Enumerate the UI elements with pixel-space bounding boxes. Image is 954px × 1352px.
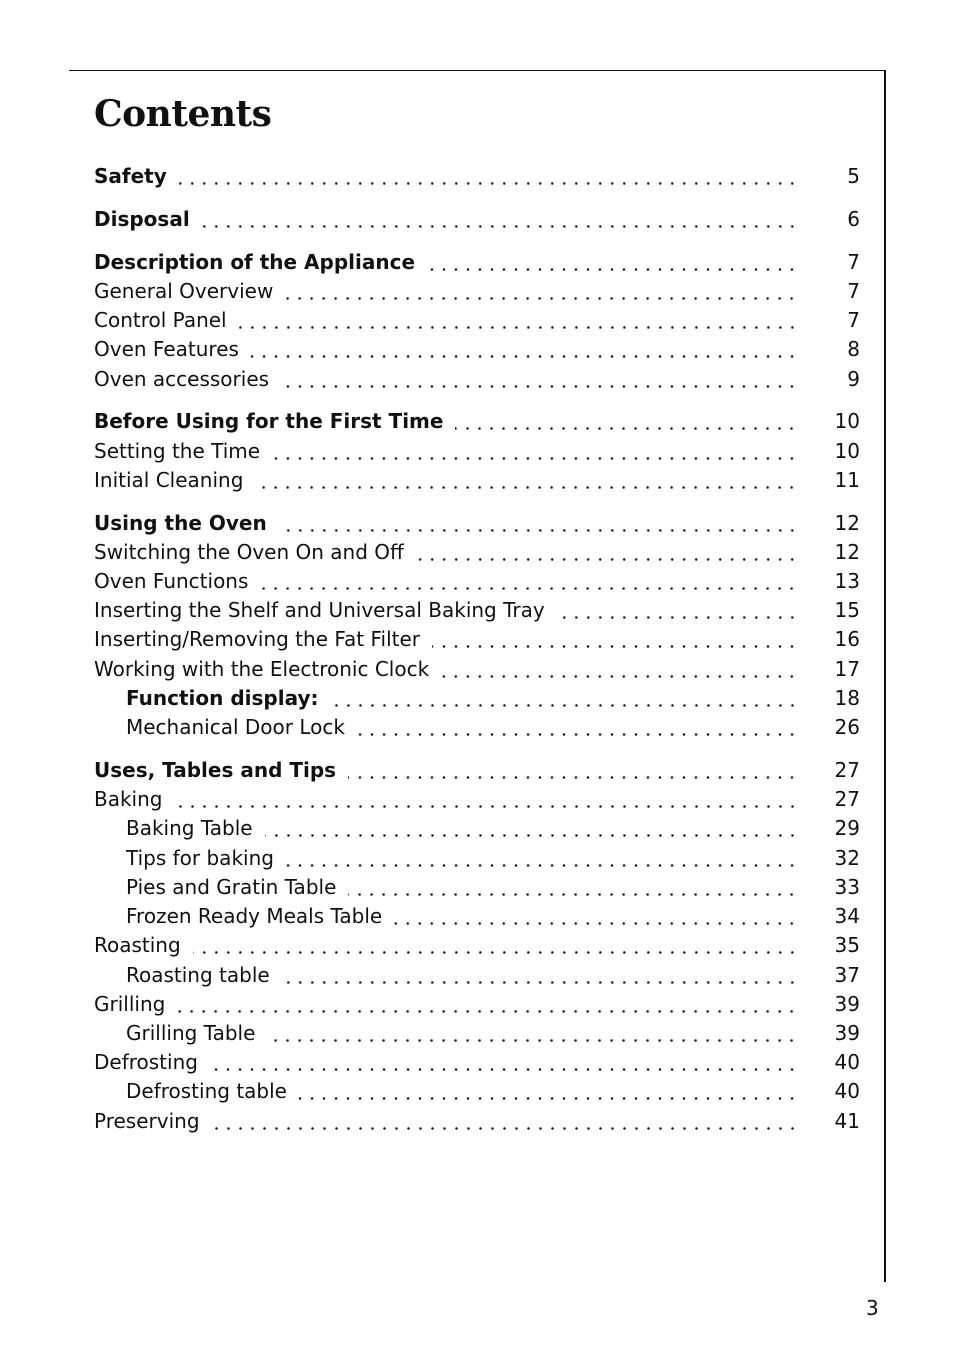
toc-entry-page: 40 <box>834 1050 860 1074</box>
toc-entry-label: Oven Features <box>94 337 239 361</box>
toc-entry[interactable] <box>94 277 860 305</box>
toc-entry-page: 37 <box>834 963 860 987</box>
toc-entry-label: Tips for baking <box>126 846 274 870</box>
toc-entry-label: Pies and Gratin Table <box>126 875 337 899</box>
toc-entry[interactable] <box>94 785 860 813</box>
toc-dot-leader <box>279 529 798 532</box>
toc-dot-leader <box>193 951 798 954</box>
toc-entry[interactable] <box>126 873 860 901</box>
toc-entry-label: Grilling <box>94 992 166 1016</box>
toc-dot-leader <box>441 675 798 678</box>
toc-entry-label: Safety <box>94 164 167 188</box>
toc-dot-leader <box>394 922 798 925</box>
page-title: Contents <box>94 93 272 135</box>
toc-entry-page: 7 <box>847 279 860 303</box>
toc-entry-label: Switching the Oven On and Off <box>94 540 404 564</box>
toc-dot-leader <box>348 776 798 779</box>
toc-entry-page: 9 <box>847 367 860 391</box>
toc-entry-label: Roasting table <box>126 963 270 987</box>
toc-dot-leader <box>260 587 798 590</box>
toc-entry[interactable] <box>94 1048 860 1076</box>
toc-dot-leader <box>210 1068 798 1071</box>
toc-entry-label: Mechanical Door Lock <box>126 715 345 739</box>
toc-dot-leader <box>202 225 798 228</box>
toc-entry-label: Oven accessories <box>94 367 270 391</box>
toc-entry-page: 11 <box>834 468 860 492</box>
toc-entry[interactable] <box>94 437 860 465</box>
toc-entry-label: Roasting <box>94 933 181 957</box>
toc-entry-label: Control Panel <box>94 308 227 332</box>
toc-entry-page: 35 <box>834 933 860 957</box>
toc-dot-leader <box>239 326 798 329</box>
toc-entry-page: 8 <box>847 337 860 361</box>
toc-dot-leader <box>427 268 798 271</box>
toc-entry[interactable] <box>94 931 860 959</box>
toc-dot-leader <box>177 1010 798 1013</box>
toc-dot-leader <box>282 981 798 984</box>
toc-entry[interactable] <box>126 961 860 989</box>
toc-entry[interactable] <box>94 466 860 494</box>
toc-entry-page: 39 <box>834 1021 860 1045</box>
toc-entry[interactable] <box>94 306 860 334</box>
toc-entry-label: Before Using for the First Time <box>94 409 444 433</box>
toc-dot-leader <box>348 893 798 896</box>
toc-entry[interactable] <box>94 596 860 624</box>
toc-entry[interactable] <box>94 162 860 190</box>
toc-dot-leader <box>179 182 798 185</box>
toc-entry-page: 7 <box>847 308 860 332</box>
toc-entry[interactable] <box>94 365 860 393</box>
toc-entry-label: Working with the Electronic Clock <box>94 657 430 681</box>
toc-entry-label: Initial Cleaning <box>94 468 244 492</box>
toc-dot-leader <box>331 704 798 707</box>
toc-entry-page: 7 <box>847 250 860 274</box>
toc-entry-label: Defrosting <box>94 1050 198 1074</box>
toc-dot-leader <box>455 427 798 430</box>
toc-entry-label: Uses, Tables and Tips <box>94 758 337 782</box>
toc-entry-page: 39 <box>834 992 860 1016</box>
page-number: 3 <box>866 1296 879 1320</box>
toc-entry-label: Grilling Table <box>126 1021 256 1045</box>
toc-entry-page: 27 <box>834 787 860 811</box>
toc-entry-label: Disposal <box>94 207 190 231</box>
toc-entry-page: 17 <box>834 657 860 681</box>
toc-entry-page: 10 <box>834 439 860 463</box>
toc-dot-leader <box>416 558 798 561</box>
toc-entry[interactable] <box>126 1019 860 1047</box>
toc-entry-label: Preserving <box>94 1109 200 1133</box>
toc-entry[interactable] <box>94 756 860 784</box>
toc-dot-leader <box>357 733 798 736</box>
toc-entry-page: 27 <box>834 758 860 782</box>
toc-entry[interactable] <box>126 1077 860 1105</box>
top-rule <box>69 70 885 71</box>
toc-dot-leader <box>267 1039 798 1042</box>
toc-dot-leader <box>251 355 798 358</box>
toc-entry-page: 13 <box>834 569 860 593</box>
toc-entry[interactable] <box>126 902 860 930</box>
toc-entry-page: 26 <box>834 715 860 739</box>
toc-dot-leader <box>557 616 798 619</box>
toc-entry[interactable] <box>94 248 860 276</box>
toc-entry[interactable] <box>94 990 860 1018</box>
toc-entry-page: 12 <box>834 540 860 564</box>
toc-entry[interactable] <box>94 655 860 683</box>
toc-entry-page: 29 <box>834 816 860 840</box>
toc-entry[interactable] <box>94 538 860 566</box>
toc-entry[interactable] <box>94 509 860 537</box>
toc-entry[interactable] <box>94 335 860 363</box>
toc-dot-leader <box>175 805 799 808</box>
toc-entry[interactable] <box>94 205 860 233</box>
toc-dot-leader <box>432 645 798 648</box>
toc-dot-leader <box>299 1097 798 1100</box>
toc-entry-label: Baking <box>94 787 163 811</box>
toc-dot-leader <box>285 297 798 300</box>
toc-entry[interactable] <box>94 567 860 595</box>
toc-entry-label: Setting the Time <box>94 439 261 463</box>
toc-entry-label: Baking Table <box>126 816 253 840</box>
toc-entry[interactable] <box>94 1107 860 1135</box>
toc-entry-page: 10 <box>834 409 860 433</box>
toc-entry-label: Inserting the Shelf and Universal Baking Tray <box>94 598 545 622</box>
toc-dot-leader <box>265 834 798 837</box>
toc-entry-page: 41 <box>834 1109 860 1133</box>
toc-entry-label: Frozen Ready Meals Table <box>126 904 383 928</box>
toc-entry[interactable] <box>94 625 860 653</box>
side-rule <box>884 70 886 1282</box>
toc-entry-label: Oven Functions <box>94 569 249 593</box>
toc-entry-page: 15 <box>834 598 860 622</box>
toc-entry[interactable] <box>126 713 860 741</box>
toc-entry-page: 16 <box>834 627 860 651</box>
toc-entry-label: Function display: <box>126 686 319 710</box>
toc-entry-page: 34 <box>834 904 860 928</box>
toc-entry-page: 6 <box>847 207 860 231</box>
toc-entry-label: Using the Oven <box>94 511 267 535</box>
toc-entry[interactable] <box>94 407 860 435</box>
toc-entry-label: Inserting/Removing the Fat Filter <box>94 627 421 651</box>
toc-entry-label: Defrosting table <box>126 1079 287 1103</box>
toc-dot-leader <box>212 1127 798 1130</box>
toc-entry[interactable] <box>126 844 860 872</box>
toc-entry-page: 18 <box>834 686 860 710</box>
toc-entry-label: Description of the Appliance <box>94 250 416 274</box>
toc-entry-label: General Overview <box>94 279 274 303</box>
toc-entry[interactable] <box>126 814 860 842</box>
toc-entry-page: 5 <box>847 164 860 188</box>
toc-entry-page: 33 <box>834 875 860 899</box>
toc-dot-leader <box>281 385 798 388</box>
toc-dot-leader <box>286 864 798 867</box>
toc-dot-leader <box>272 457 798 460</box>
toc-entry-page: 32 <box>834 846 860 870</box>
toc-dot-leader <box>255 486 798 489</box>
toc-entry-page: 12 <box>834 511 860 535</box>
toc-entry[interactable] <box>126 684 860 712</box>
toc-entry-page: 40 <box>834 1079 860 1103</box>
